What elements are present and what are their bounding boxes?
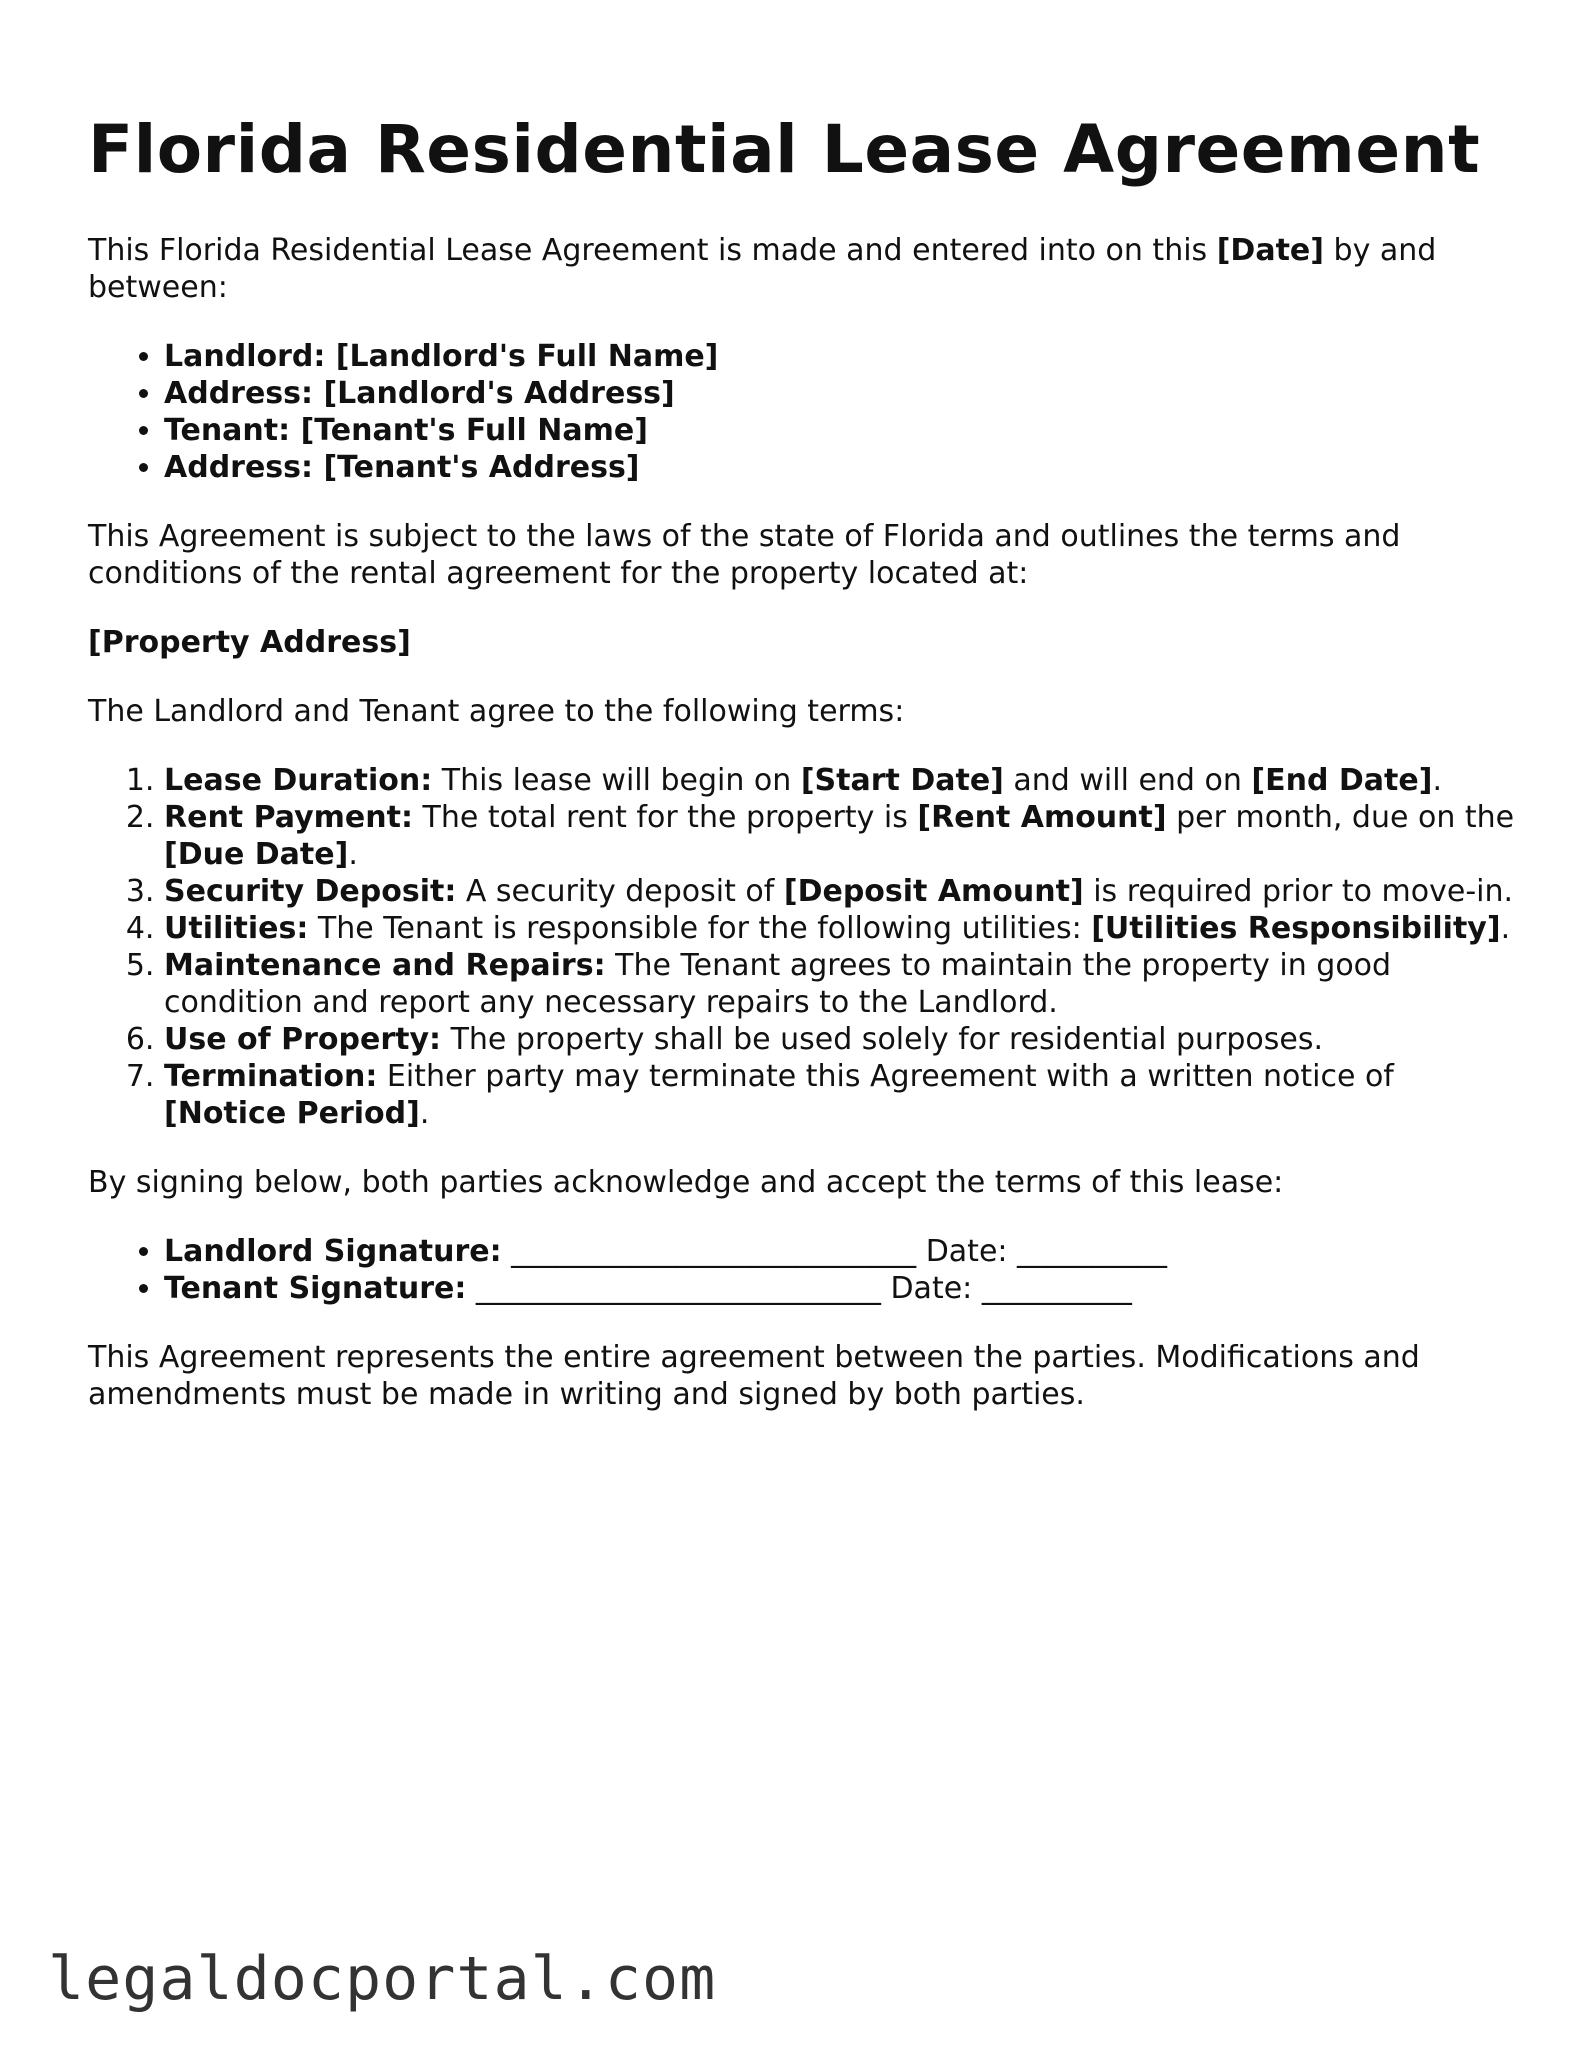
term-text: . bbox=[419, 1096, 430, 1131]
term-text: The Tenant agrees to maintain the property in good condition and report any necessary repairs to the Landlord. bbox=[164, 948, 1392, 1020]
term-text: . bbox=[348, 837, 358, 872]
term-text: . bbox=[1432, 763, 1442, 798]
intro-text-before: This Florida Residential Lease Agreement is made and entered into on this bbox=[88, 233, 1217, 268]
term-label: Maintenance and Repairs: bbox=[164, 948, 606, 983]
party-tenant-name: • Tenant: [Tenant's Full Name] bbox=[164, 412, 1518, 449]
party-landlord-name: • Landlord: [Landlord's Full Name] bbox=[164, 338, 1518, 375]
term-placeholder: [Deposit Amount] bbox=[783, 874, 1084, 909]
signing-intro: By signing below, both parties acknowledge and accept the terms of this lease: bbox=[88, 1165, 1284, 1200]
term-termination bbox=[164, 1058, 1518, 1132]
document-page bbox=[88, 108, 1518, 1445]
document-title: Florida Residential Lease Agreement bbox=[88, 111, 1481, 188]
signature-label: Landlord Signature: bbox=[164, 1234, 502, 1269]
landlord-signature-line bbox=[164, 1233, 1518, 1270]
subject-paragraph: This Agreement is subject to the laws of the state of Florida and outlines the terms and conditions of the rental agreement for the property located at: bbox=[88, 519, 1401, 591]
signature-blank: ___________________________ bbox=[466, 1271, 881, 1306]
term-lease-duration bbox=[164, 762, 1518, 799]
property-address-placeholder: [Property Address] bbox=[88, 625, 411, 660]
signature-blank: ___________________________ bbox=[501, 1234, 917, 1269]
term-use-of-property bbox=[164, 1021, 1518, 1058]
date-blank: __________ bbox=[1007, 1234, 1168, 1269]
term-label: Security Deposit: bbox=[164, 874, 457, 909]
term-text: The Tenant is responsible for the following utilities: bbox=[308, 911, 1092, 946]
term-text: Either party may terminate this Agreement with a written notice of bbox=[377, 1059, 1394, 1094]
term-text: The total rent for the property is bbox=[412, 800, 918, 835]
terms-intro: The Landlord and Tenant agree to the following terms: bbox=[88, 694, 905, 729]
term-utilities bbox=[164, 910, 1518, 947]
closing-paragraph: This Agreement represents the entire agreement between the parties. Modifications and amendments must be made in writing and signed by both parties. bbox=[88, 1340, 1420, 1412]
term-text: is required prior to move-in. bbox=[1083, 874, 1514, 909]
term-maintenance-repairs bbox=[164, 947, 1518, 1021]
date-blank: __________ bbox=[972, 1271, 1132, 1306]
date-label: Date: bbox=[880, 1271, 973, 1306]
term-text: and will end on bbox=[1003, 763, 1252, 798]
intro-text-after: by and between: bbox=[88, 233, 1437, 305]
term-label: Rent Payment: bbox=[164, 800, 413, 835]
term-text: This lease will begin on bbox=[432, 763, 801, 798]
term-text: . bbox=[1500, 911, 1511, 946]
term-label: Termination: bbox=[164, 1059, 378, 1094]
term-security-deposit bbox=[164, 873, 1518, 910]
tenant-signature-line bbox=[164, 1270, 1518, 1307]
date-label: Date: bbox=[916, 1234, 1008, 1269]
term-placeholder: [Rent Amount] bbox=[917, 800, 1167, 835]
property-address bbox=[88, 624, 1518, 661]
term-text: The property shall be used solely for residential purposes. bbox=[441, 1022, 1323, 1057]
party-tenant-address: • Address: [Tenant's Address] bbox=[164, 449, 1518, 486]
term-label: Use of Property: bbox=[164, 1022, 442, 1057]
site-watermark: legaldocportal.com bbox=[48, 1944, 717, 2014]
term-placeholder: [End Date] bbox=[1251, 763, 1433, 798]
party-landlord-address: • Address: [Landlord's Address] bbox=[164, 375, 1518, 412]
term-text: A security deposit of bbox=[456, 874, 784, 909]
term-placeholder: [Start Date] bbox=[800, 763, 1004, 798]
term-label: Lease Duration: bbox=[164, 763, 433, 798]
signatures-list bbox=[88, 1233, 1518, 1307]
term-label: Utilities: bbox=[164, 911, 309, 946]
term-rent-payment bbox=[164, 799, 1518, 873]
terms-list bbox=[88, 762, 1518, 1132]
intro-paragraph bbox=[88, 232, 1518, 306]
signature-label: Tenant Signature: bbox=[164, 1271, 467, 1306]
term-placeholder: [Due Date] bbox=[164, 837, 349, 872]
term-placeholder: [Utilities Responsibility] bbox=[1091, 911, 1501, 946]
parties-list bbox=[88, 338, 1518, 486]
date-placeholder: [Date] bbox=[1216, 233, 1324, 268]
term-text: per month, due on the bbox=[1166, 800, 1515, 835]
term-placeholder: [Notice Period] bbox=[164, 1096, 420, 1131]
